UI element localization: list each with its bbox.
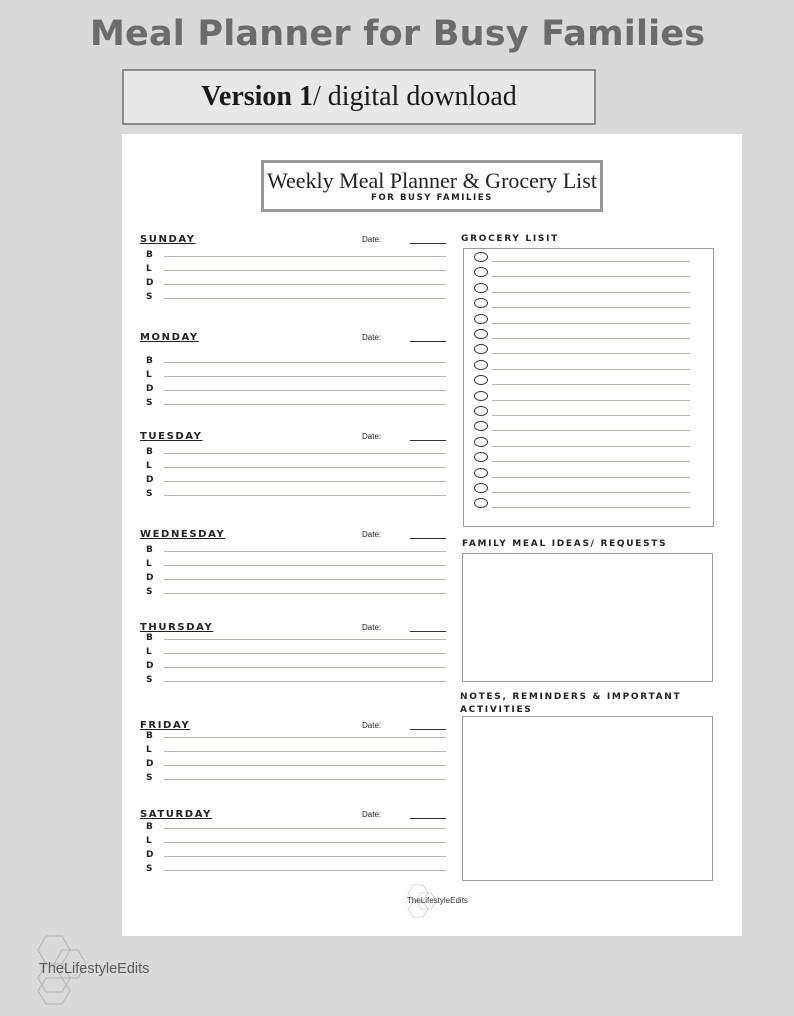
meal-letter: L bbox=[146, 647, 152, 657]
grocery-list-title: GROCERY LISIT bbox=[461, 234, 559, 244]
meal-letter: D bbox=[146, 759, 154, 769]
day-name: THURSDAY bbox=[140, 622, 214, 633]
meal-write-line bbox=[164, 639, 446, 640]
meal-row[interactable] bbox=[146, 278, 446, 290]
checkbox-circle-icon[interactable] bbox=[474, 391, 488, 401]
meal-write-line bbox=[164, 870, 446, 871]
grocery-write-line bbox=[492, 446, 690, 447]
meal-write-line bbox=[164, 579, 446, 580]
meal-row[interactable] bbox=[146, 292, 446, 304]
meal-letter: L bbox=[146, 559, 152, 569]
meal-row[interactable] bbox=[146, 745, 446, 757]
meal-write-line bbox=[164, 593, 446, 594]
grocery-item[interactable] bbox=[474, 283, 690, 295]
footer-brand: TheLifestyleEdits bbox=[39, 961, 150, 977]
meal-letter: D bbox=[146, 850, 154, 860]
grocery-write-line bbox=[492, 353, 690, 354]
day-block bbox=[140, 529, 446, 609]
meal-write-line bbox=[164, 298, 446, 299]
meal-write-line bbox=[164, 376, 446, 377]
meal-letter: S bbox=[146, 587, 153, 597]
day-block bbox=[140, 720, 446, 800]
meal-write-line bbox=[164, 828, 446, 829]
checkbox-circle-icon[interactable] bbox=[474, 267, 488, 277]
grocery-write-line bbox=[492, 307, 690, 308]
grocery-item[interactable] bbox=[474, 391, 690, 403]
meal-write-line bbox=[164, 737, 446, 738]
planner-title: Weekly Meal Planner & Grocery List bbox=[267, 168, 597, 193]
meal-row[interactable] bbox=[146, 559, 446, 571]
meal-letter: L bbox=[146, 461, 152, 471]
meal-letter: B bbox=[146, 731, 153, 741]
checkbox-circle-icon[interactable] bbox=[474, 421, 488, 431]
checkbox-circle-icon[interactable] bbox=[474, 468, 488, 478]
meal-write-line bbox=[164, 653, 446, 654]
version-banner bbox=[122, 69, 596, 125]
meal-letter: D bbox=[146, 278, 154, 288]
meal-row[interactable] bbox=[146, 250, 446, 262]
meal-letter: B bbox=[146, 356, 153, 366]
meal-row[interactable] bbox=[146, 633, 446, 645]
meal-write-line bbox=[164, 467, 446, 468]
date-field[interactable] bbox=[410, 538, 446, 539]
day-block bbox=[140, 332, 446, 412]
meal-letter: D bbox=[146, 384, 154, 394]
meal-row[interactable] bbox=[146, 398, 446, 410]
meal-row[interactable] bbox=[146, 264, 446, 276]
checkbox-circle-icon[interactable] bbox=[474, 298, 488, 308]
planner-header bbox=[261, 160, 603, 212]
meal-write-line bbox=[164, 453, 446, 454]
meal-row[interactable] bbox=[146, 573, 446, 585]
meal-row[interactable] bbox=[146, 773, 446, 785]
planner-subtitle: FOR BUSY FAMILIES bbox=[371, 193, 493, 203]
meal-letter: D bbox=[146, 475, 154, 485]
notes-title: NOTES, REMINDERS & IMPORTANT ACTIVITIES bbox=[460, 692, 682, 715]
checkbox-circle-icon[interactable] bbox=[474, 314, 488, 324]
meal-row[interactable] bbox=[146, 647, 446, 659]
day-name: SUNDAY bbox=[140, 234, 196, 245]
meal-letter: B bbox=[146, 250, 153, 260]
version-description: / digital download bbox=[313, 81, 517, 112]
date-field[interactable] bbox=[410, 243, 446, 244]
date-label: Date: bbox=[362, 333, 382, 342]
grocery-item[interactable] bbox=[474, 344, 690, 356]
meal-write-line bbox=[164, 481, 446, 482]
meal-row[interactable] bbox=[146, 489, 446, 501]
grocery-item[interactable] bbox=[474, 298, 690, 310]
meal-letter: S bbox=[146, 489, 153, 499]
meal-letter: L bbox=[146, 264, 152, 274]
meal-letter: L bbox=[146, 745, 152, 755]
meal-row[interactable] bbox=[146, 822, 446, 834]
checkbox-circle-icon[interactable] bbox=[474, 483, 488, 493]
meal-write-line bbox=[164, 362, 446, 363]
grocery-item[interactable] bbox=[474, 406, 690, 418]
meal-letter: B bbox=[146, 633, 153, 643]
meal-letter: B bbox=[146, 447, 153, 457]
grocery-write-line bbox=[492, 292, 690, 293]
meal-letter: S bbox=[146, 773, 153, 783]
grocery-item[interactable] bbox=[474, 452, 690, 464]
grocery-item[interactable] bbox=[474, 498, 690, 510]
date-field[interactable] bbox=[410, 440, 446, 441]
version-number: Version 1 bbox=[201, 81, 313, 112]
sheet-brand: TheLifestyleEdits bbox=[407, 896, 468, 905]
meal-write-line bbox=[164, 284, 446, 285]
meal-ideas-title: FAMILY MEAL IDEAS/ REQUESTS bbox=[462, 539, 668, 549]
meal-letter: L bbox=[146, 370, 152, 380]
date-label: Date: bbox=[362, 235, 382, 244]
grocery-item[interactable] bbox=[474, 468, 690, 480]
grocery-write-line bbox=[492, 507, 690, 508]
date-field[interactable] bbox=[410, 341, 446, 342]
date-field[interactable] bbox=[410, 729, 446, 730]
page-title: Meal Planner for Busy Families bbox=[90, 14, 706, 54]
grocery-item[interactable] bbox=[474, 329, 690, 341]
checkbox-circle-icon[interactable] bbox=[474, 360, 488, 370]
date-label: Date: bbox=[362, 810, 382, 819]
grocery-write-line bbox=[492, 369, 690, 370]
meal-letter: B bbox=[146, 822, 153, 832]
grocery-write-line bbox=[492, 430, 690, 431]
meal-row[interactable] bbox=[146, 675, 446, 687]
day-name: TUESDAY bbox=[140, 431, 203, 442]
planner-sheet bbox=[122, 134, 742, 936]
day-block bbox=[140, 234, 446, 314]
meal-letter: S bbox=[146, 864, 153, 874]
meal-letter: S bbox=[146, 292, 153, 302]
meal-row[interactable] bbox=[146, 545, 446, 557]
grocery-write-line bbox=[492, 492, 690, 493]
checkbox-circle-icon[interactable] bbox=[474, 344, 488, 354]
meal-write-line bbox=[164, 856, 446, 857]
grocery-item[interactable] bbox=[474, 252, 690, 264]
grocery-write-line bbox=[492, 400, 690, 401]
meal-letter: D bbox=[146, 573, 154, 583]
meal-row[interactable] bbox=[146, 864, 446, 876]
meal-write-line bbox=[164, 565, 446, 566]
meal-row[interactable] bbox=[146, 731, 446, 743]
day-block bbox=[140, 622, 446, 702]
meal-write-line bbox=[164, 751, 446, 752]
date-label: Date: bbox=[362, 432, 382, 441]
meal-row[interactable] bbox=[146, 661, 446, 673]
meal-write-line bbox=[164, 390, 446, 391]
meal-letter: D bbox=[146, 661, 154, 671]
checkbox-circle-icon[interactable] bbox=[474, 329, 488, 339]
meal-row[interactable] bbox=[146, 475, 446, 487]
checkbox-circle-icon[interactable] bbox=[474, 375, 488, 385]
grocery-item[interactable] bbox=[474, 360, 690, 372]
meal-write-line bbox=[164, 551, 446, 552]
date-label: Date: bbox=[362, 623, 382, 632]
grocery-write-line bbox=[492, 461, 690, 462]
meal-letter: L bbox=[146, 836, 152, 846]
meal-row[interactable] bbox=[146, 759, 446, 771]
grocery-write-line bbox=[492, 415, 690, 416]
grocery-item[interactable] bbox=[474, 421, 690, 433]
grocery-write-line bbox=[492, 276, 690, 277]
meal-write-line bbox=[164, 270, 446, 271]
grocery-write-line bbox=[492, 384, 690, 385]
date-label: Date: bbox=[362, 721, 382, 730]
day-block bbox=[140, 431, 446, 511]
checkbox-circle-icon[interactable] bbox=[474, 252, 488, 262]
meal-row[interactable] bbox=[146, 356, 446, 368]
checkbox-circle-icon[interactable] bbox=[474, 452, 488, 462]
checkbox-circle-icon[interactable] bbox=[474, 437, 488, 447]
notes-box[interactable] bbox=[462, 716, 713, 881]
sheet-logo bbox=[405, 884, 475, 920]
checkbox-circle-icon[interactable] bbox=[474, 406, 488, 416]
grocery-write-line bbox=[492, 477, 690, 478]
meal-letter: S bbox=[146, 398, 153, 408]
meal-row[interactable] bbox=[146, 370, 446, 382]
meal-write-line bbox=[164, 495, 446, 496]
meal-write-line bbox=[164, 681, 446, 682]
day-name: FRIDAY bbox=[140, 720, 191, 731]
grocery-item[interactable] bbox=[474, 483, 690, 495]
meal-letter: B bbox=[146, 545, 153, 555]
meal-write-line bbox=[164, 256, 446, 257]
grocery-write-line bbox=[492, 323, 690, 324]
grocery-write-line bbox=[492, 261, 690, 262]
grocery-item[interactable] bbox=[474, 267, 690, 279]
meal-write-line bbox=[164, 667, 446, 668]
checkbox-circle-icon[interactable] bbox=[474, 283, 488, 293]
grocery-list-box bbox=[463, 248, 714, 527]
meal-write-line bbox=[164, 404, 446, 405]
footer-logo bbox=[34, 934, 174, 1006]
date-field[interactable] bbox=[410, 631, 446, 632]
meal-row[interactable] bbox=[146, 836, 446, 848]
day-name: WEDNESDAY bbox=[140, 529, 226, 540]
meal-row[interactable] bbox=[146, 384, 446, 396]
date-field[interactable] bbox=[410, 818, 446, 819]
meal-letter: S bbox=[146, 675, 153, 685]
day-name: MONDAY bbox=[140, 332, 199, 343]
grocery-item[interactable] bbox=[474, 375, 690, 387]
meal-write-line bbox=[164, 842, 446, 843]
day-name: SATURDAY bbox=[140, 809, 212, 820]
day-block bbox=[140, 809, 446, 889]
grocery-item[interactable] bbox=[474, 314, 690, 326]
meal-ideas-box[interactable] bbox=[462, 553, 713, 682]
meal-row[interactable] bbox=[146, 447, 446, 459]
meal-row[interactable] bbox=[146, 461, 446, 473]
meal-row[interactable] bbox=[146, 850, 446, 862]
date-label: Date: bbox=[362, 530, 382, 539]
grocery-write-line bbox=[492, 338, 690, 339]
grocery-item[interactable] bbox=[474, 437, 690, 449]
meal-row[interactable] bbox=[146, 587, 446, 599]
meal-write-line bbox=[164, 779, 446, 780]
checkbox-circle-icon[interactable] bbox=[474, 498, 488, 508]
meal-write-line bbox=[164, 765, 446, 766]
